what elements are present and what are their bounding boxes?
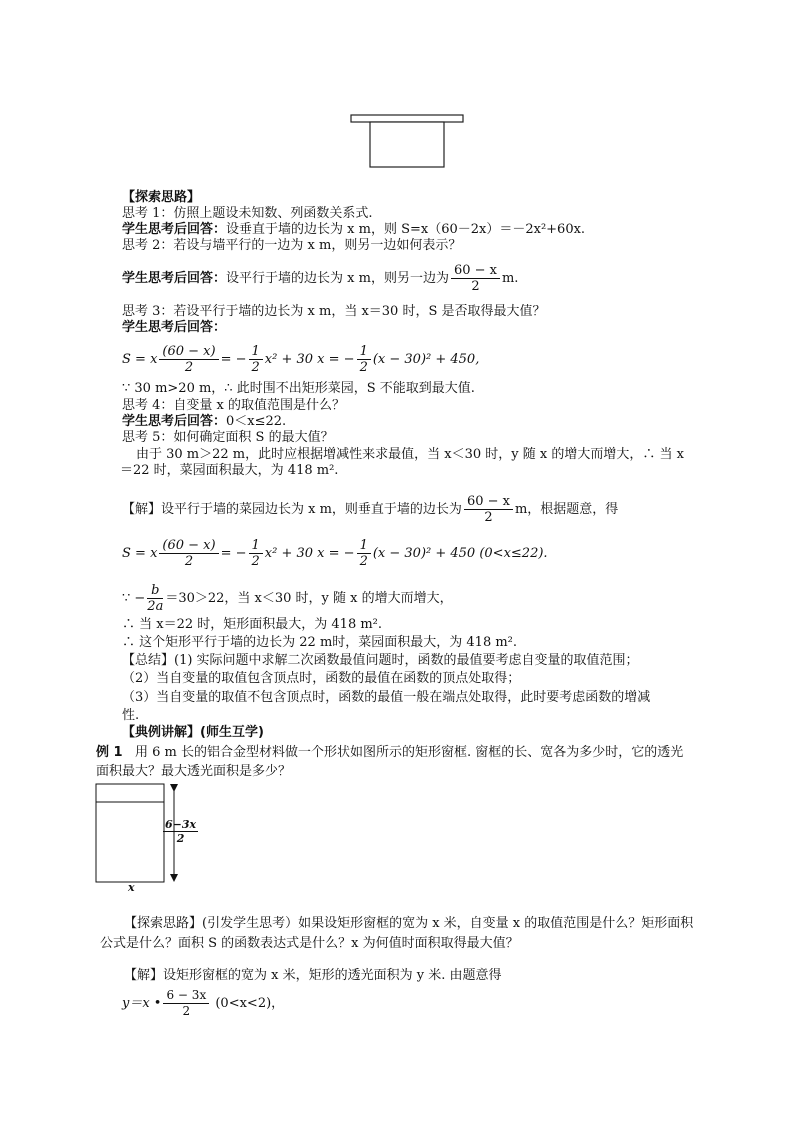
fraction-denominator: 2 <box>184 360 194 375</box>
fraction <box>357 344 371 375</box>
fraction-numerator: b <box>147 583 163 599</box>
answer-2 <box>122 263 518 294</box>
unit: m. <box>501 271 519 286</box>
fraction-numerator: 60 − x <box>451 263 500 279</box>
fraction-numerator: 60 − x <box>464 494 513 510</box>
answer-label: 学生思考后回答： <box>122 222 227 237</box>
fraction-numerator: 6 − 3x <box>163 988 209 1004</box>
formula-part: = − <box>220 546 247 561</box>
formula-part: S = x <box>122 546 158 561</box>
fraction <box>147 583 163 614</box>
answer-text: 设垂直于墙的边长为 x m，则 S=x（60－2x）＝－2x²+60x. <box>226 222 586 237</box>
fraction <box>249 538 263 569</box>
summary-1: 【总结】(1) 实际问题中求解二次函数最值问题时，函数的最值要考虑自变量的取值范围； <box>122 653 639 668</box>
height-denominator: 2 <box>176 832 185 845</box>
formula-part: (x − 30)² + 450, <box>372 352 480 367</box>
fraction <box>357 538 371 569</box>
fraction <box>163 988 209 1019</box>
fraction-numerator: 1 <box>357 344 371 360</box>
solution-text: m，根据题意，得 <box>514 502 619 517</box>
fraction <box>464 494 513 525</box>
width-label: x <box>128 881 135 894</box>
solution-line-4: ∴ 这个矩形平行于墙的边长为 22 m时，菜园面积最大，为 418 m². <box>122 635 518 650</box>
example-1 <box>96 743 696 781</box>
fraction-denominator: 2 <box>184 554 194 569</box>
formula-part: S = x <box>122 352 158 367</box>
answer-text: 0＜x≤22. <box>226 414 287 429</box>
fraction-numerator: (60 − x) <box>159 538 218 554</box>
example-heading: 【典例讲解】(师生互学) <box>122 725 264 740</box>
solution-text: 【解】设平行于墙的菜园边长为 x m，则垂直于墙的边长为 <box>122 502 462 517</box>
fraction-denominator: 2 <box>251 360 260 375</box>
explore-heading: 【探索思路】 <box>122 190 201 205</box>
question-3: 思考 3：若设平行于墙的边长为 x m，当 x＝30 时，S 是否取得最大值？ <box>122 304 546 319</box>
answer-label: 学生思考后回答： <box>122 271 227 286</box>
fraction <box>159 538 218 569</box>
formula-part: = − <box>220 352 247 367</box>
fraction-denominator: 2 <box>251 554 260 569</box>
question-2: 思考 2：若设与墙平行的一边为 x m，则另一边如何表示？ <box>122 238 462 253</box>
wall-figure <box>350 113 466 169</box>
answer-label: 学生思考后回答： <box>122 414 227 429</box>
fraction-denominator: 2 <box>359 554 368 569</box>
question-1: 思考 1：仿照上题设未知数、列函数关系式. <box>122 206 373 221</box>
answer-text: 设平行于墙的边长为 x m，则另一边为 <box>226 271 449 286</box>
solution-text: ＝30＞22，当 x＜30 时，y 随 x 的增大而增大， <box>165 591 453 606</box>
fraction-numerator: 1 <box>249 344 263 360</box>
formula-2 <box>122 538 548 569</box>
formula-part: x² + 30 x = − <box>264 352 355 367</box>
summary-3-cont: 性. <box>122 708 140 723</box>
fraction-numerator: 1 <box>357 538 371 554</box>
fraction-denominator: 2 <box>471 279 480 294</box>
formula-part: y＝x • <box>122 996 162 1011</box>
solution-text: ∵ − <box>122 591 146 606</box>
fraction-numerator: 1 <box>249 538 263 554</box>
fraction-denominator: 2 <box>359 360 368 375</box>
fraction-denominator: 2a <box>147 599 164 614</box>
fraction <box>249 344 263 375</box>
formula-3 <box>122 988 284 1019</box>
fraction <box>159 344 218 375</box>
answer-3-label: 学生思考后回答： <box>122 320 227 335</box>
question-5: 思考 5：如何确定面积 S 的最大值？ <box>122 430 334 445</box>
paragraph-5: 由于 30 m＞22 m，此时应根据增减性来求最值，当 x＜30 时，y 随 x 的增大而增大，∴ 当 x＝22 时，菜园面积最大，为 418 m². <box>120 447 684 478</box>
solution-line-2 <box>122 583 453 614</box>
fraction-denominator: 2 <box>182 1004 191 1018</box>
summary-3: （3）当自变量的取值不包含顶点时，函数的最值一般在端点处取得，此时要考虑函数的增减 <box>122 690 651 705</box>
answer-4 <box>122 414 286 430</box>
formula-part: (x − 30)² + 450 (0<x≤22). <box>372 546 548 561</box>
summary-2: （2）当自变量的取值包含顶点时，函数的最值在函数的顶点处取得； <box>122 671 521 686</box>
fraction-numerator: (60 − x) <box>159 344 218 360</box>
example-text: 用 6 m 长的铝合金型材料做一个形状如图所示的矩形窗框. 窗框的长、宽各为多少时，它的透光面积最大？最大透光面积是多少？ <box>96 745 684 779</box>
height-label <box>163 818 198 845</box>
fraction-denominator: 2 <box>484 510 493 525</box>
answer-1 <box>122 222 585 238</box>
formula-part: x² + 30 x = − <box>264 546 355 561</box>
question-4: 思考 4：自变量 x 的取值范围是什么？ <box>122 398 345 413</box>
example-solution: 【解】设矩形窗框的宽为 x 米，矩形的透光面积为 y 米. 由题意得 <box>124 968 502 983</box>
solution-line-3: ∴ 当 x＝22 时，矩形面积最大，为 418 m². <box>122 617 383 632</box>
because-line: ∵ 30 m>20 m，∴ 此时围不出矩形菜园，S 不能取到最大值. <box>122 381 475 396</box>
fraction <box>451 263 500 294</box>
height-numerator: 6−3x <box>165 818 197 831</box>
formula-part: (0<x<2)， <box>215 996 285 1011</box>
formula-1 <box>122 344 479 375</box>
example-explore: 【探索思路】(引发学生思考）如果设矩形窗框的宽为 x 米，自变量 x 的取值范围是什么？矩形面积公式是什么？面积 S 的函数表达式是什么？x 为何值时面积取得最大值？ <box>100 916 694 951</box>
example-label: 例 1 <box>96 745 123 760</box>
solution-intro <box>122 494 618 525</box>
